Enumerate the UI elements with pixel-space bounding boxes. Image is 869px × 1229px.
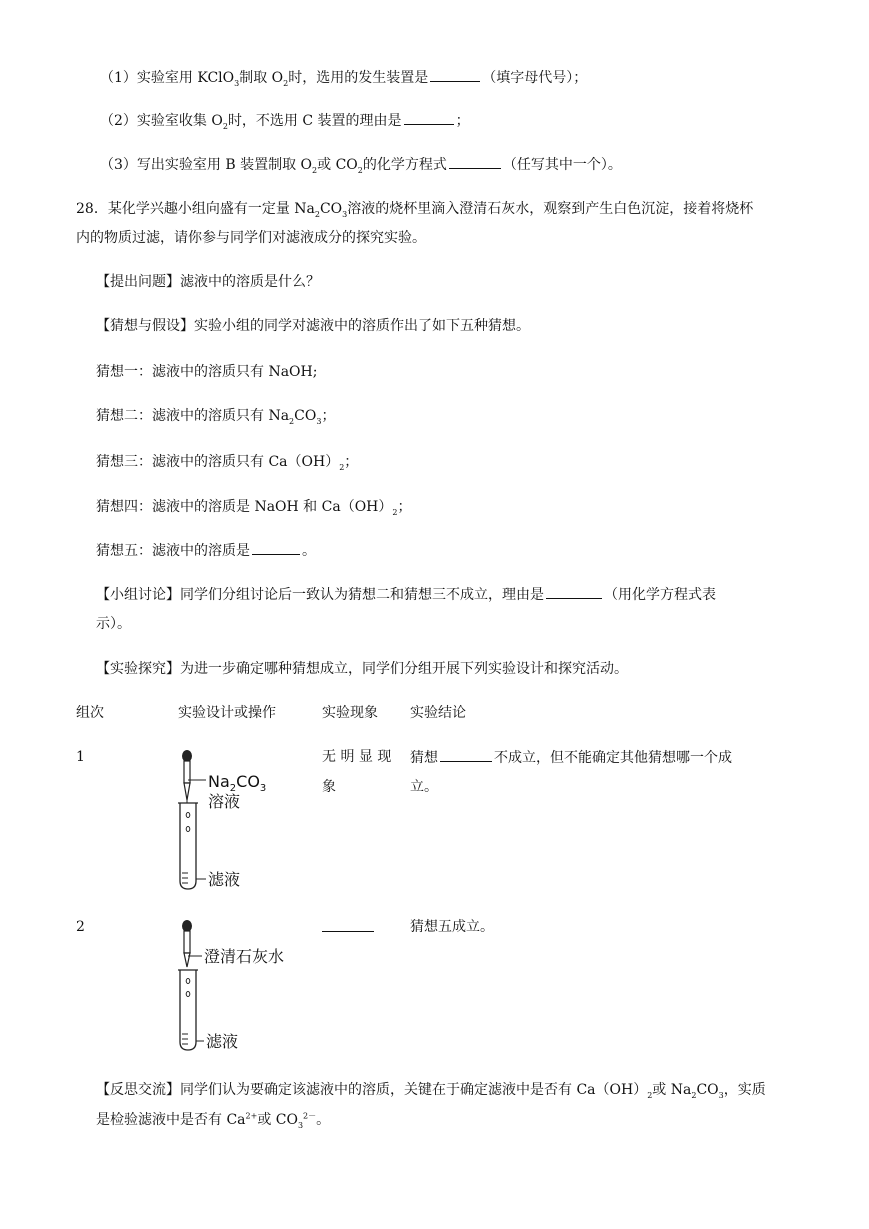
q27-part3: （3）写出实验室用 B 装置制取 $O_2$或 $CO_2$的化学方程式 （任写其中一个）。 bbox=[100, 154, 622, 175]
guess-4: 猜想四：滤液中的溶质是 NaOH 和 $Ca(OH)_2$； bbox=[96, 499, 412, 517]
dropper-tube bbox=[184, 931, 190, 953]
question-section: 【提出问题】滤液中的溶质是什么？ bbox=[96, 274, 320, 290]
table-row-2-phenomenon bbox=[322, 917, 374, 938]
answer-blank[interactable] bbox=[546, 584, 602, 599]
table-row-1-phenomenon: 无 明 显 现 bbox=[322, 749, 392, 765]
guess-5: 猜想五：滤液中的溶质是 。 bbox=[96, 540, 316, 561]
droplet bbox=[186, 979, 190, 984]
guess-1: 猜想一：滤液中的溶质只有 NaOH; bbox=[96, 364, 318, 380]
answer-blank[interactable] bbox=[430, 67, 480, 82]
dropper-label: 澄清石灰水 bbox=[204, 947, 285, 966]
droplet bbox=[186, 827, 190, 832]
table-header-group: 组次 bbox=[76, 705, 104, 721]
hypothesis-section: 【猜想与假设】实验小组的同学对滤液中的溶质作出了如下五种猜想。 bbox=[96, 318, 530, 334]
reflection-section: 【反思交流】同学们认为要确定该滤液中的溶质，关键在于确定滤液中是否有 $Ca(OH)_2$或 $Na_2CO_3$，实质 bbox=[96, 1082, 766, 1100]
table-row-2-conclusion: 猜想五成立。 bbox=[410, 919, 494, 935]
discussion-line2: 示）。 bbox=[96, 616, 131, 632]
test-tube-dropper-diagram-2 bbox=[170, 915, 290, 1060]
table-row-1-conclusion: 猜想 不成立，但不能确定其他猜想哪一个成 bbox=[410, 747, 732, 768]
table-row-1-phenomenon-2: 象 bbox=[322, 779, 336, 795]
q27-part2: （2）实验室收集 $O_2$时，不选用 C 装置的理由是 ； bbox=[100, 110, 470, 131]
table-row-1-conclusion-2: 立。 bbox=[410, 779, 438, 795]
dropper-label: $Na_2CO_3$ bbox=[208, 772, 267, 794]
droplet bbox=[186, 813, 190, 818]
answer-blank[interactable] bbox=[449, 154, 501, 169]
tube-label: 滤液 bbox=[208, 870, 241, 889]
q27-part1: （1）实验室用 KClO$_3$制取 $O_2$时，选用的发生装置是 （填字母代号）； bbox=[100, 67, 587, 88]
q28-intro-line2: 内的物质过滤，请你参与同学们对滤液成分的探究实验。 bbox=[76, 230, 426, 246]
dropper-bulb bbox=[182, 750, 192, 762]
guess-2: 猜想二：滤液中的溶质只有 $Na_2CO_3$； bbox=[96, 408, 336, 426]
table-header-phenomenon: 实验现象 bbox=[322, 705, 378, 721]
table-row-1-group: 1 bbox=[76, 749, 85, 765]
tube-label: 滤液 bbox=[206, 1032, 239, 1051]
guess-3: 猜想三：滤液中的溶质只有 $Ca(OH)_2$； bbox=[96, 454, 359, 472]
answer-blank[interactable] bbox=[322, 917, 374, 932]
test-tube-dropper-diagram-1 bbox=[170, 745, 280, 895]
experiment-section: 【实验探究】为进一步确定哪种猜想成立，同学们分组开展下列实验设计和探究活动。 bbox=[96, 661, 628, 677]
dropper-label-2: 溶液 bbox=[208, 792, 241, 811]
reflection-line2: 是检验滤液中是否有 $Ca^{2+}$或 $CO_3^{2-}$。 bbox=[96, 1111, 331, 1130]
dropper-bulb bbox=[182, 920, 192, 932]
table-header-design: 实验设计或操作 bbox=[178, 705, 276, 721]
table-header-conclusion: 实验结论 bbox=[410, 705, 466, 721]
discussion-section: 【小组讨论】同学们分组讨论后一致认为猜想二和猜想三不成立，理由是 （用化学方程式表 bbox=[96, 584, 716, 605]
answer-blank[interactable] bbox=[252, 540, 300, 555]
droplet bbox=[186, 992, 190, 997]
table-row-2-group: 2 bbox=[76, 919, 85, 935]
answer-blank[interactable] bbox=[404, 110, 454, 125]
answer-blank[interactable] bbox=[440, 747, 492, 762]
q28-intro-line1: 28．某化学兴趣小组向盛有一定量 $Na_2CO_3$溶液的烧杯里滴入澄清石灰水，观察到产生白色沉淀，接着将烧杯 bbox=[76, 201, 754, 219]
